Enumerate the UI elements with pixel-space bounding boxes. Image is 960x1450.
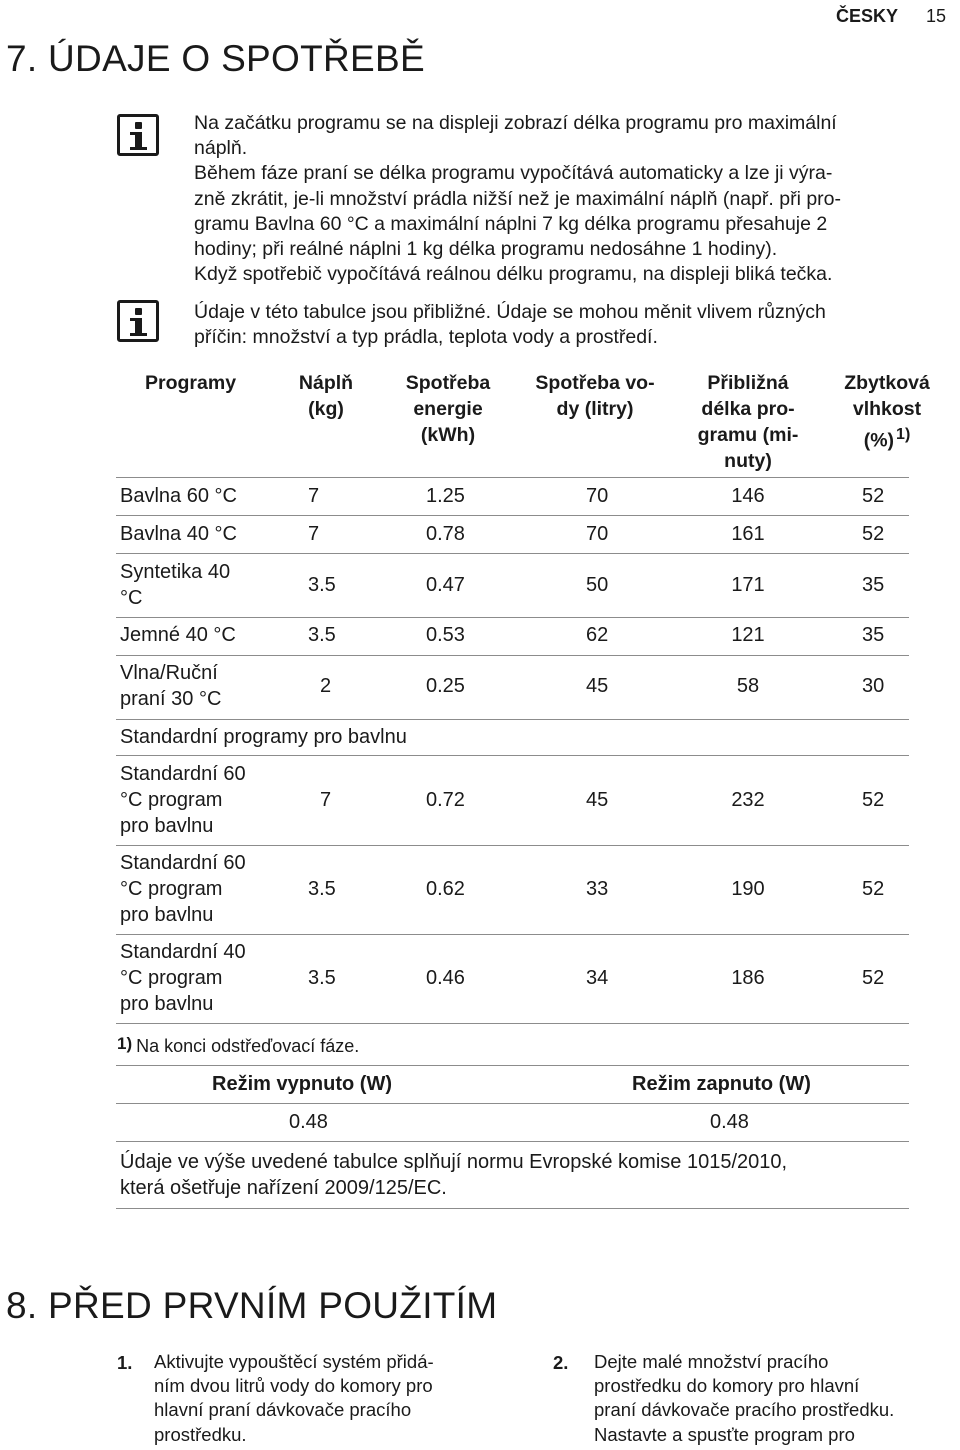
info-line: Na začátku programu se na displeji zobrazí délka programu pro maximální	[194, 112, 837, 134]
load-value: 7	[308, 523, 320, 545]
footnote-text: Na konci odstřeďovací fáze.	[136, 1036, 360, 1056]
info-icon	[117, 114, 159, 156]
header-text: dy (litry)	[556, 398, 634, 420]
header-text: energie	[413, 398, 483, 420]
program-name-line: pro bavlnu	[120, 904, 214, 926]
header-text: Spotřeba vo-	[535, 372, 655, 394]
step-number: 1.	[117, 1352, 133, 1373]
footnote-marker: 1)	[896, 426, 911, 443]
info-note-approximate-data	[194, 300, 934, 350]
water-value: 70	[586, 485, 609, 507]
load-value: 3.5	[308, 624, 336, 646]
program-name-line: °C program	[120, 878, 223, 900]
info-line: příčin: množství a typ prádla, teplota vody a prostředí.	[194, 326, 658, 349]
info-line: hodiny; při reálné náplni 1 kg délka programu nedosáhne 1 hodiny).	[194, 238, 778, 261]
step-line: Nastavte a spusťte program pro	[594, 1423, 855, 1445]
header-text: délka pro-	[701, 398, 795, 420]
info-line: Když spotřebič vypočítává reálnou délku programu, na displeji bliká tečka.	[194, 263, 833, 286]
humidity-value: 52	[862, 485, 885, 507]
footnote-marker: 1)	[117, 1034, 133, 1053]
section-7-title: 7. ÚDAJE O SPOTŘEBĚ	[6, 38, 425, 79]
table-divider	[116, 515, 909, 516]
header-text: Přibližná	[707, 372, 789, 394]
humidity-value: 52	[862, 967, 885, 989]
energy-value: 1.25	[426, 485, 465, 507]
duration-value: 232	[731, 789, 765, 811]
energy-value: 0.78	[426, 523, 465, 545]
table-divider	[116, 755, 909, 756]
table-divider	[116, 1208, 909, 1209]
header-text: (kg)	[308, 398, 344, 420]
header-text: Zbytková	[844, 372, 930, 394]
info-icon	[117, 300, 159, 342]
table-divider	[116, 845, 909, 846]
table-footnote	[117, 1034, 359, 1057]
humidity-value: 30	[862, 675, 885, 697]
duration-value: 161	[731, 523, 765, 545]
step-line: prostředku do komory pro hlavní	[594, 1375, 860, 1397]
duration-value: 190	[731, 878, 765, 900]
program-name-line: Standardní 40	[120, 941, 246, 963]
step-line: hlavní praní dávkovače pracího	[154, 1399, 412, 1421]
water-value: 33	[586, 878, 609, 900]
power-off-label: Režim vypnuto (W)	[212, 1073, 392, 1095]
energy-value: 0.53	[426, 624, 465, 646]
program-name-line: praní 30 °C	[120, 688, 222, 710]
table-divider	[116, 934, 909, 935]
water-value: 45	[586, 675, 609, 697]
program-name	[120, 761, 280, 839]
power-on-label: Režim zapnuto (W)	[632, 1073, 811, 1095]
water-value: 45	[586, 789, 609, 811]
program-name	[120, 850, 280, 928]
header-text: vlhkost	[852, 398, 922, 420]
humidity-value: 52	[862, 878, 885, 900]
header-energy	[394, 370, 502, 448]
program-name-line: Syntetika 40	[120, 561, 231, 583]
page-number: 15	[926, 6, 947, 26]
program-name-line: Standardní 60	[120, 763, 246, 785]
step-text	[594, 1350, 960, 1447]
header-text: nuty)	[724, 450, 772, 472]
eu-note-line: která ošetřuje nařízení 2009/125/EC.	[120, 1177, 447, 1199]
energy-value: 0.62	[426, 878, 465, 900]
table-divider	[116, 1065, 909, 1066]
energy-value: 0.25	[426, 675, 465, 697]
header-text: Náplň	[298, 372, 354, 394]
standard-programs-heading: Standardní programy pro bavlnu	[120, 726, 407, 748]
step-line: praní dávkovače pracího prostředku.	[594, 1399, 895, 1421]
duration-value: 171	[731, 574, 765, 596]
duration-value: 121	[731, 624, 765, 646]
energy-value: 0.72	[426, 789, 465, 811]
header-text: Spotřeba	[405, 372, 491, 394]
load-value: 3.5	[308, 574, 336, 596]
water-value: 70	[586, 523, 609, 545]
info-line: Během fáze praní se délka programu vypočítává automaticky a lze ji výra-	[194, 162, 833, 185]
duration-value: 58	[736, 675, 760, 697]
table-divider	[116, 1103, 909, 1104]
program-name-line: Standardní 60	[120, 852, 246, 874]
info-line: zně zkrátit, je-li množství prádla nižší než je maximální náplň (např. při pro-	[194, 187, 842, 210]
program-name: Jemné 40 °C	[120, 624, 236, 646]
program-name-line: Vlna/Ruční	[120, 662, 218, 684]
power-off-value: 0.48	[289, 1111, 328, 1133]
header-water	[526, 370, 664, 422]
load-value: 7	[320, 789, 332, 811]
header-language: ČESKY	[836, 6, 899, 26]
table-divider	[116, 719, 909, 720]
step-line: Aktivujte vypouštěcí systém přidá-	[154, 1351, 434, 1372]
program-name-line: pro bavlnu	[120, 993, 214, 1015]
info-line: náplň.	[194, 137, 248, 160]
step-line: ním dvou litrů vody do komory pro	[154, 1375, 433, 1397]
table-divider	[116, 655, 909, 656]
header-text: (%)	[863, 429, 895, 452]
info-note-program-duration	[194, 111, 934, 287]
header-load	[286, 370, 366, 422]
power-on-value: 0.48	[710, 1111, 749, 1133]
table-divider	[116, 553, 909, 554]
eu-note-line: Údaje ve výše uvedené tabulce splňují normu Evropské komise 1015/2010,	[120, 1151, 788, 1173]
duration-value: 186	[731, 967, 765, 989]
info-line: gramu Bavlna 60 °C a maximální náplni 7 kg délka programu přesahuje 2	[194, 212, 828, 235]
duration-value: 146	[731, 485, 765, 507]
humidity-value: 35	[862, 624, 885, 646]
load-value: 3.5	[308, 967, 336, 989]
load-value: 2	[320, 675, 332, 697]
energy-value: 0.46	[426, 967, 465, 989]
program-name: Bavlna 60 °C	[120, 485, 237, 507]
program-name-line: °C program	[120, 789, 223, 811]
program-name-line: pro bavlnu	[120, 815, 214, 837]
section-8-title: 8. PŘED PRVNÍM POUŽITÍM	[6, 1285, 498, 1326]
load-value: 7	[308, 485, 320, 507]
header-text	[826, 422, 948, 454]
program-name	[120, 939, 280, 1017]
table-divider	[116, 477, 909, 478]
header-duration	[686, 370, 810, 474]
program-name: Bavlna 40 °C	[120, 523, 237, 545]
eu-regulation-note	[120, 1149, 920, 1201]
header-text: (kWh)	[420, 424, 476, 446]
step-text	[154, 1350, 514, 1447]
program-name	[120, 660, 280, 712]
load-value: 3.5	[308, 878, 336, 900]
humidity-value: 35	[862, 574, 885, 596]
step-number: 2.	[553, 1352, 569, 1373]
step-line: Dejte malé množství pracího	[594, 1351, 829, 1372]
step-line: prostředku.	[154, 1423, 247, 1445]
water-value: 34	[586, 967, 609, 989]
table-divider	[116, 1023, 909, 1024]
water-value: 50	[586, 574, 609, 596]
header-text: gramu (mi-	[697, 424, 799, 446]
humidity-value: 52	[862, 789, 885, 811]
header-humidity	[826, 370, 948, 454]
program-name-line: °C	[120, 587, 143, 609]
header-text: Programy	[145, 372, 237, 394]
header-programs	[145, 370, 249, 396]
energy-value: 0.47	[426, 574, 465, 596]
program-name	[120, 559, 280, 611]
info-line: Údaje v této tabulce jsou přibližné. Údaje se mohou měnit vlivem různých	[194, 301, 826, 323]
table-divider	[116, 617, 909, 618]
humidity-value: 52	[862, 523, 885, 545]
table-divider	[116, 1141, 909, 1142]
program-name-line: °C program	[120, 967, 223, 989]
water-value: 62	[586, 624, 609, 646]
